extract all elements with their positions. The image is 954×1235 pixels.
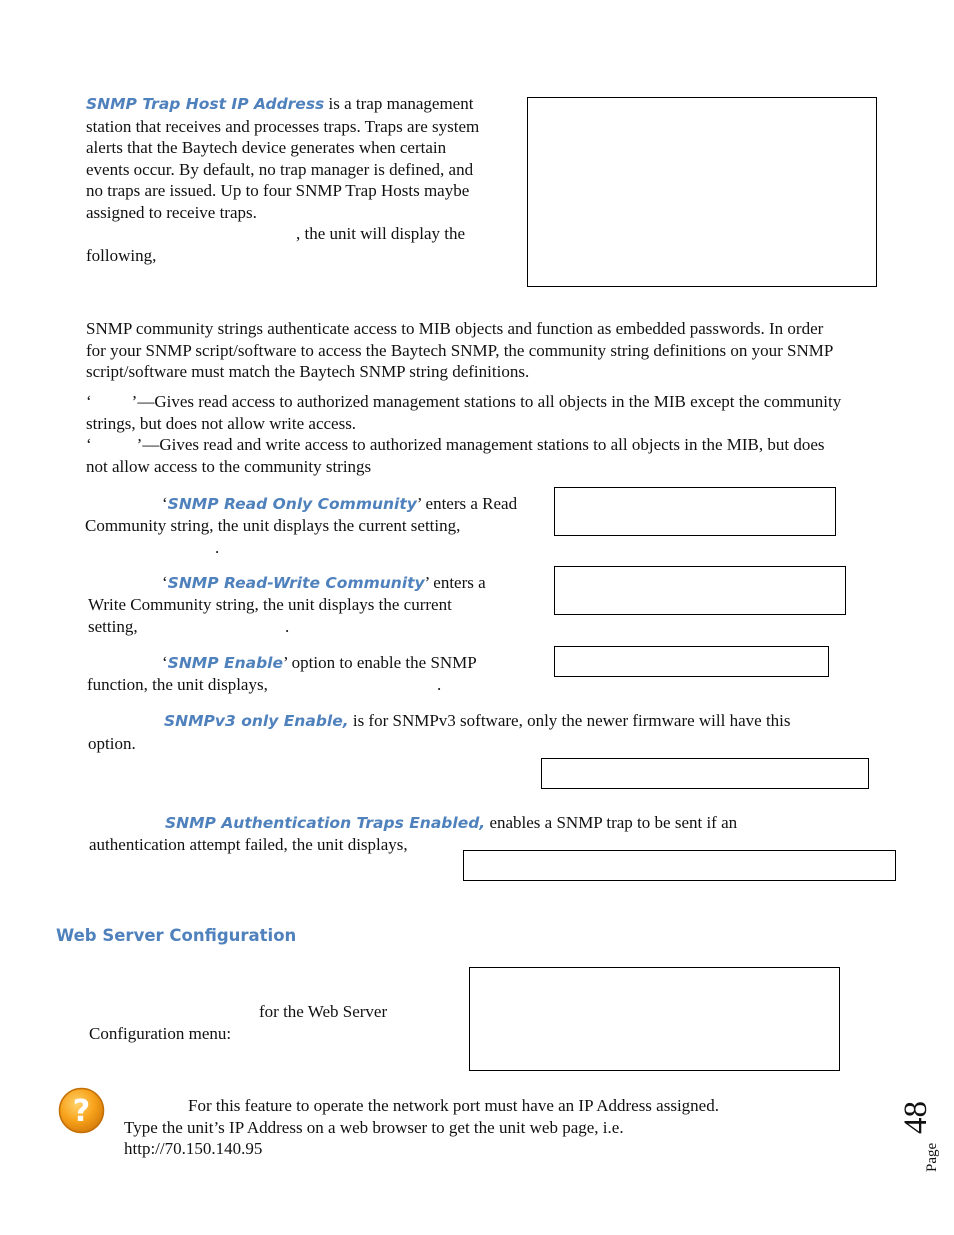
- page-label: Page: [924, 1142, 940, 1172]
- read-write-definition: [86, 434, 846, 477]
- trap-host-keyword: SNMP Trap Host IP Address: [86, 95, 325, 113]
- read-write-text-1: ’ enters a: [424, 573, 486, 592]
- trap-host-text: is a trap management station that receives and processes traps. Traps are system alerts that the Baytech device generates when certain events occur. By default, no trap manager is defined, and no traps are issued. Up to four SNMP Trap Hosts maybe assigned to receive traps.: [86, 94, 480, 222]
- v3-screen-box: [541, 758, 869, 789]
- auth-traps-keyword: SNMP Authentication Traps Enabled,: [165, 814, 486, 832]
- v3-line-1: [164, 710, 791, 733]
- snmp-enable-keyword: SNMP Enable: [167, 654, 283, 672]
- read-write-line-1: [162, 572, 486, 595]
- read-only-text-1: ’ enters a Read: [416, 494, 518, 513]
- read-only-def-quote: ‘: [86, 392, 92, 411]
- snmp-enable-period: .: [437, 675, 442, 694]
- v3-keyword: SNMPv3 only Enable,: [164, 712, 349, 730]
- question-icon: [58, 1087, 105, 1134]
- trap-host-text-2: , the unit will display the following,: [86, 224, 466, 265]
- snmp-enable-line-1: [162, 652, 477, 675]
- snmp-enable-text-1: ’ option to enable the SNMP: [283, 653, 477, 672]
- auth-traps-screen-box: [463, 850, 896, 881]
- community-text: SNMP community strings authenticate access to MIB objects and function as embedded passwords. In order for your SNMP script/software to access the Baytech SNMP, the community string definitions on your SNMP script/software must match the Baytech SNMP string definitions.: [86, 319, 833, 381]
- read-write-line-2: Write Community string, the unit displays the current: [88, 595, 452, 614]
- read-write-screen-box: [554, 566, 846, 615]
- read-write-def-text: ’—Gives read and write access to authorized management stations to all objects in the MIB, but does not allow access to the community strings: [86, 435, 825, 476]
- trap-host-screen-box: [527, 97, 877, 287]
- v3-text-1: is for SNMPv3 software, only the newer firmware will have this: [348, 711, 791, 730]
- read-write-quote: ‘: [162, 573, 168, 592]
- read-only-line-1: [162, 493, 517, 516]
- snmp-enable-screen-box: [554, 646, 829, 677]
- web-server-screen-box: [469, 967, 840, 1071]
- read-only-screen-box: [554, 487, 836, 536]
- svg-text:?: ?: [72, 1094, 91, 1129]
- read-only-def-text: ’—Gives read access to authorized management stations to all objects in the MIB except the community strings, but does not allow write access.: [86, 392, 842, 433]
- note-line-3: http://70.150.140.95: [124, 1139, 263, 1158]
- web-server-line-2: Configuration menu:: [89, 1024, 232, 1043]
- v3-line-2: option.: [88, 734, 136, 753]
- page-number: 48: [898, 1101, 934, 1134]
- trap-host-continuation: [86, 223, 491, 266]
- read-only-quote: ‘: [162, 494, 168, 513]
- note-line-1: For this feature to operate the network port must have an IP Address assigned.: [188, 1096, 719, 1115]
- read-only-keyword: SNMP Read Only Community: [167, 495, 417, 513]
- auth-traps-line-2: authentication attempt failed, the unit displays,: [89, 835, 408, 854]
- read-write-keyword: SNMP Read-Write Community: [167, 574, 425, 592]
- auth-traps-text-1: enables a SNMP trap to be sent if an: [485, 813, 738, 832]
- note-line-2: Type the unit’s IP Address on a web browser to get the unit web page, i.e.: [124, 1118, 624, 1137]
- read-write-period: .: [285, 617, 290, 636]
- read-write-text-3: setting,: [88, 617, 138, 636]
- community-paragraph: [86, 318, 846, 383]
- trap-host-paragraph: [86, 93, 491, 223]
- snmp-enable-line-2: function, the unit displays,: [87, 675, 268, 694]
- read-only-line-2: Community string, the unit displays the current setting,: [85, 516, 461, 535]
- read-only-period: .: [215, 538, 220, 557]
- web-server-line-1: for the Web Server: [259, 1002, 388, 1021]
- snmp-enable-quote: ‘: [162, 653, 168, 672]
- read-only-definition: [86, 391, 846, 434]
- auth-traps-line-1: [165, 812, 737, 835]
- web-server-heading: Web Server Configuration: [56, 926, 297, 945]
- read-write-line-3: [88, 616, 138, 638]
- read-write-def-quote: ‘: [86, 435, 92, 454]
